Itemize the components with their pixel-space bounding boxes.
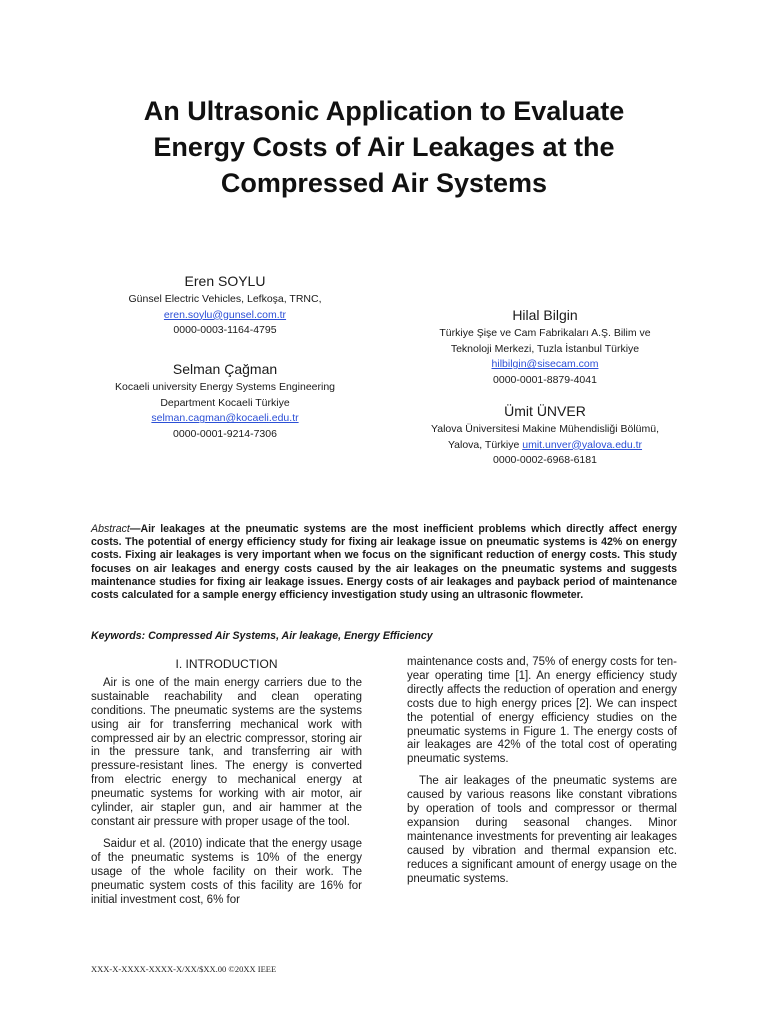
author-orcid: 0000-0001-9214-7306 <box>173 427 277 440</box>
author-email-link[interactable]: hilbilgin@sisecam.com <box>491 358 599 371</box>
author-affiliation: Department Kocaeli Türkiye <box>160 396 290 409</box>
author-name: Eren SOYLU <box>184 273 266 289</box>
author-email-line <box>395 357 695 373</box>
author-email-link[interactable]: umit.unver@yalova.edu.tr <box>522 438 643 451</box>
author-email-line <box>70 308 380 324</box>
right-column <box>407 656 677 895</box>
author-email-line <box>395 438 695 454</box>
abstract-text: —Air leakages at the pneumatic systems are the most inefficient problems which directly affect energy costs. The potential of energy efficiency study for fixing air leakage issue on pneumatic systems is 42% on energy costs. Fixing air leakages is very important when we focus on the significant reduction of energy costs. This study focuses on air leakages and energy costs caused by the air leakages on the pneumatic systems and suggests maintenance studies for fixing air leakage issues. Energy costs of air leakages and payback period of maintenance costs calculated for a sample energy efficiency investigation study using an ultrasonic flowmeter. <box>91 523 677 602</box>
author-block-umit-unver <box>395 401 695 469</box>
author-block-hilal-bilgin <box>395 305 695 388</box>
author-affiliation: Yalova Üniversitesi Makine Mühendisliği Bölümü, <box>431 423 659 435</box>
title-line: Energy Costs of Air Leakages at the <box>153 132 615 162</box>
author-email-link[interactable]: eren.soylu@gunsel.com.tr <box>163 308 287 321</box>
author-name: Selman Çağman <box>172 361 278 377</box>
author-email-line <box>70 411 380 427</box>
title-line: Compressed Air Systems <box>220 168 548 198</box>
author-affiliation: Kocaeli university Energy Systems Engineering <box>114 381 336 393</box>
author-affiliation: Türkiye Şişe ve Cam Fabrikaları A.Ş. Bilim ve <box>439 327 651 339</box>
author-orcid: 0000-0003-1164-4795 <box>173 324 277 337</box>
body-paragraph: The air leakages of the pneumatic systems are caused by various reasons like constant vibrations by operation of tools and compressor or thermal expansion during seasonal changes. Minor maintenance investments for preventing air leakages caused by vibration and thermal expansion etc. reduces a significant amount of energy usage on the pneumatic systems. <box>407 775 677 885</box>
author-affiliation: Günsel Electric Vehicles, Lefkoşa, TRNC, <box>128 293 322 305</box>
author-name: Ümit ÜNVER <box>504 403 586 419</box>
author-orcid: 0000-0001-8879-4041 <box>493 373 597 386</box>
body-paragraph: Air is one of the main energy carriers due to the sustainable reachability and clean operating conditions. The pneumatic systems are the systems using air for transferring mechanical work with compressed air by an electric compressor, storing air in the pressure tank, and transferring air with pressure-resistant lines. The energy is converted from electric energy to mechanical energy at pneumatic systems for working with air motor, air cylinder, air stapler gun, and air hammer at the constant air pressure with proper usage of the tool. <box>91 676 362 828</box>
left-column <box>91 656 362 915</box>
abstract <box>91 523 677 602</box>
title-line: An Ultrasonic Application to Evaluate <box>143 96 625 126</box>
author-email-link[interactable]: selman.cagman@kocaeli.edu.tr <box>151 412 299 425</box>
section-heading-introduction: I. INTRODUCTION <box>175 657 278 671</box>
body-paragraph: Saidur et al. (2010) indicate that the energy usage of the pneumatic systems is 10% of the energy usage of the whole facility on their work. The pneumatic system costs of this facility are 16% for initial investment cost, 6% for <box>91 837 362 906</box>
author-orcid: 0000-0002-6968-6181 <box>493 454 597 467</box>
author-name: Hilal Bilgin <box>512 307 578 323</box>
body-paragraph: maintenance costs and, 75% of energy costs for ten-year operating time [1]. An energy efficiency study directly affects the reduction of operation and energy costs due to high energy prices [2]. We can inspect the potential of energy efficiency studies on the pneumatic systems in Figure 1. The energy costs of air leakages are 42% of the total cost of operating pneumatic systems. <box>407 656 677 766</box>
copyright-footer: XXX-X-XXXX-XXXX-X/XX/$XX.00 ©20XX IEEE <box>91 964 277 974</box>
paper-title <box>80 93 688 201</box>
author-affiliation: Teknoloji Merkezi, Tuzla İstanbul Türkiye <box>450 342 640 355</box>
author-block-selman-cagman <box>70 359 380 442</box>
author-block-eren-soylu <box>70 271 380 339</box>
author-location: Yalova, Türkiye <box>447 438 523 451</box>
abstract-label: Abstract <box>91 523 130 535</box>
keywords: Keywords: Compressed Air Systems, Air leakage, Energy Efficiency <box>91 630 433 642</box>
